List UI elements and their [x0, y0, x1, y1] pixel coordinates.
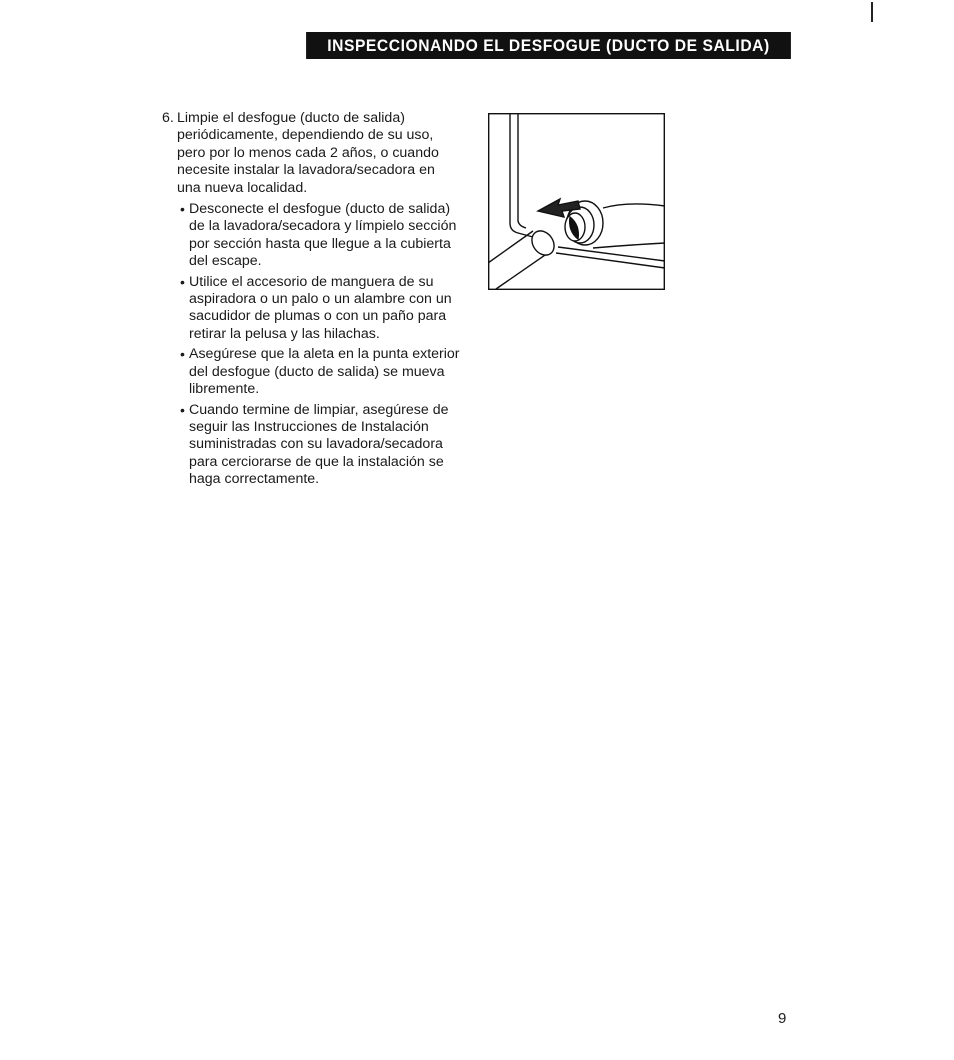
bullet-text: Asegúrese que la aleta en la punta exterior del desfogue (ducto de salida) se mueva libremente. — [189, 346, 460, 398]
list-item — [180, 346, 462, 398]
vent-duct-illustration-icon — [488, 113, 665, 290]
bullet-text: Cuando termine de limpiar, asegúrese de seguir las Instrucciones de Instalación suministradas con su lavadora/secadora para cerciorarse de que la instalación se haga correctamente. — [189, 401, 449, 488]
bullet-list — [162, 201, 462, 489]
bullet-icon: • — [180, 201, 185, 218]
list-item — [180, 402, 462, 489]
instructions-block — [162, 110, 462, 492]
step-text: Limpie el desfogue (ducto de salida) periódicamente, dependiendo de su uso, pero por lo menos cada 2 años, o cuando necesite instalar la lavadora/secadora en una nueva localidad. — [177, 110, 439, 196]
step-6 — [162, 110, 462, 197]
bullet-icon: • — [180, 273, 185, 290]
bullet-text: Desconecte el desfogue (ducto de salida) de la lavadora/secadora y límpielo sección por sección hasta que llegue a la cubierta del escape. — [189, 201, 457, 270]
bullet-icon: • — [180, 346, 185, 363]
bullet-text: Utilice el accesorio de manguera de su aspiradora o un palo o un alambre con un sacudidor de plumas o con un paño para retirar la pelusa y las hilachas. — [189, 273, 452, 342]
section-header — [306, 32, 791, 59]
section-title: INSPECCIONANDO EL DESFOGUE (DUCTO DE SALIDA) — [327, 35, 770, 55]
page-number: 9 — [778, 1010, 787, 1027]
list-item — [180, 201, 462, 271]
step-number: 6. — [162, 110, 174, 126]
list-item — [180, 274, 462, 344]
bullet-icon: • — [180, 401, 185, 418]
margin-mark — [871, 2, 873, 22]
